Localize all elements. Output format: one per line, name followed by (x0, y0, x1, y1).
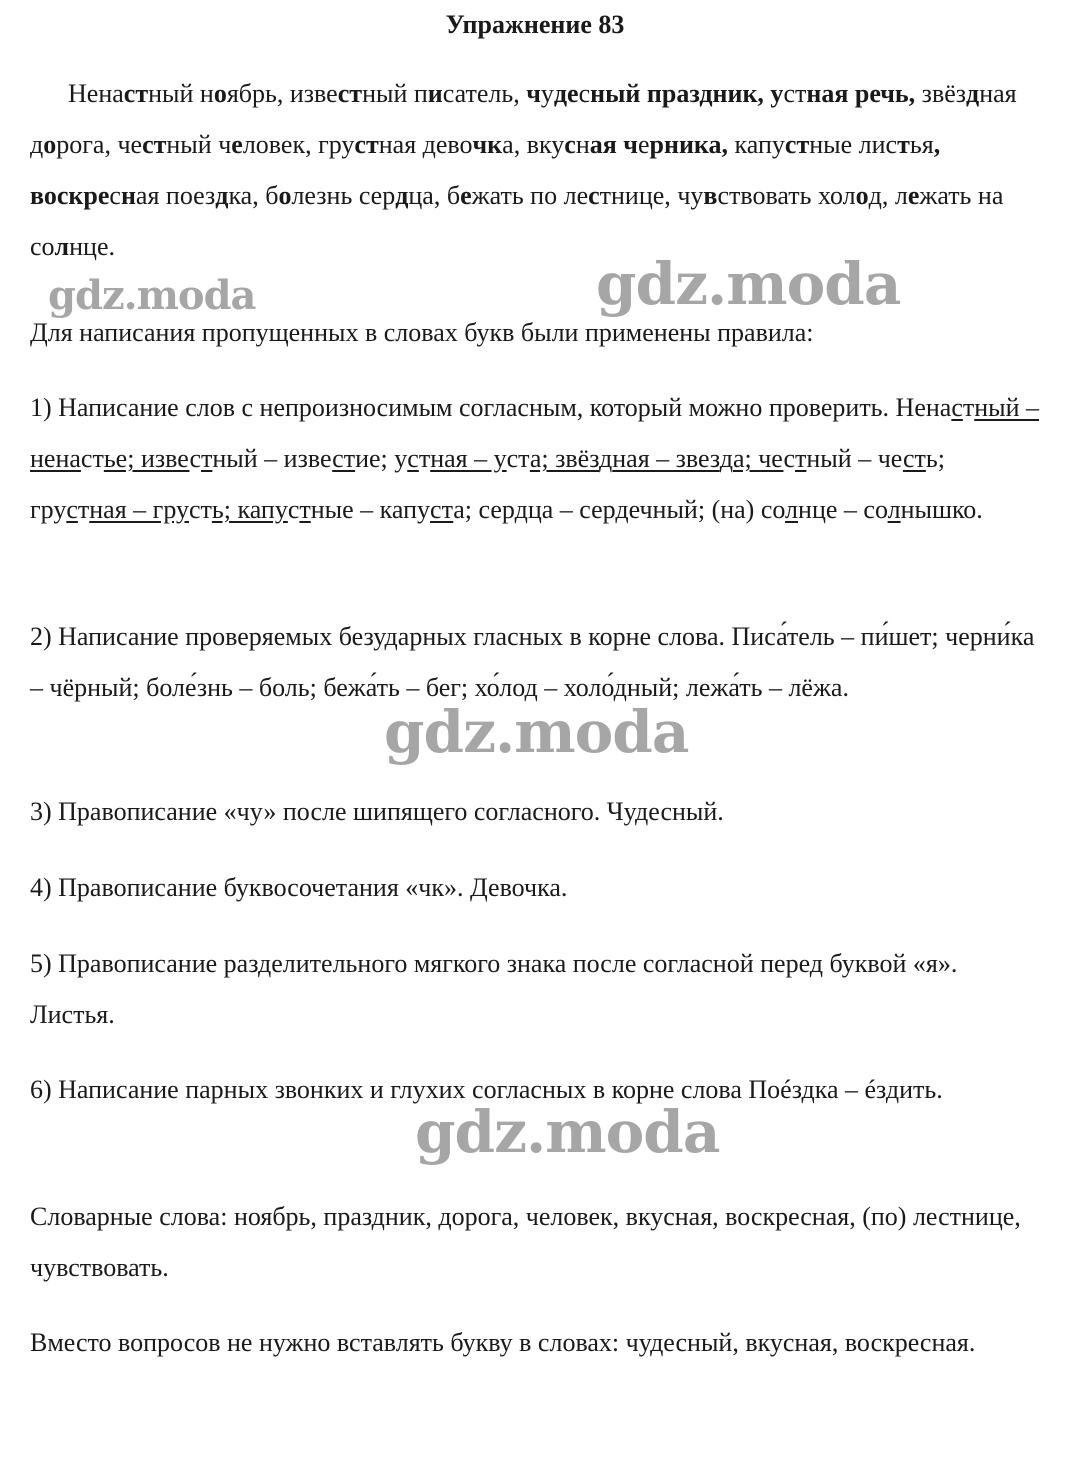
checked-letters: ст (902, 444, 926, 473)
rule-4-lead: 4) Правописание буквосочетания «чк». (30, 873, 470, 902)
rules-intro: Для написания пропущенных в словах букв были применены правила: (30, 318, 814, 347)
inserted-letter: д (966, 79, 980, 108)
rule-5-example: Листья. (30, 1000, 115, 1029)
checked-letters: л (887, 495, 901, 524)
dictionary-lead: Словарные слова: (30, 1202, 234, 1231)
checked-letters: с (66, 495, 78, 524)
dictionary-list: ноябрь, праздник, дорога, человек, вкусная, воскресная, (по) лестнице, чувствовать. (30, 1202, 1021, 1282)
conclusion-list: чудесный, вкусная, воскресная. (625, 1328, 976, 1357)
checked-letters: л (785, 495, 799, 524)
rule-5 (30, 938, 1040, 1040)
rule-1-lead: 1) Написание слов с непроизносимым согласным, который можно проверить. (30, 393, 890, 422)
checked-letters: т (201, 444, 213, 473)
inserted-letter: с (123, 79, 136, 108)
watermark-logo: gdz.moda (48, 272, 256, 319)
rule-2: 2) Написание проверяемых безударных гласных в корне слова. Писа́тель – пи́шет; черни́ка – чёрный; боле́знь – боль; бежа́ть – бег; хо́лод – холо́дный; лежа́ть – лёжа. (30, 622, 1035, 702)
inserted-letter: о (213, 79, 227, 108)
inserted-letter: о (43, 130, 57, 159)
checked-letters: с (407, 444, 419, 473)
rule-6-lead: 6) Написание парных звонких и глухих согласных в корне слова (30, 1075, 749, 1104)
inserted-letter: с (142, 130, 154, 159)
rule-3-lead: 3) Правописание «чу» после шипящего согласного. (30, 797, 607, 826)
intro-phrases (30, 68, 1040, 272)
conclusion (30, 1317, 1040, 1368)
rule-5-lead: 5) Правописание разделительного мягкого знака после согласной перед буквой «я». (30, 949, 958, 978)
inserted-letter: де (553, 79, 579, 108)
inserted-letter: рника, (649, 130, 729, 159)
inserted-letter: ный праздник, у (590, 79, 784, 108)
intro-text: Ненастный ноябрь, известный писатель, чудесный праздник, устная речь, звёздная дорога, честный человек, грустная девочка, вкусная черника, капустные листья, воскресная поездка, болезнь сердца, бежать по лестнице, чувствовать холод, лежать на солнце. (30, 79, 1017, 261)
inserted-letter: с (564, 130, 576, 159)
checked-letters: д (514, 495, 528, 524)
inserted-letter: ная речь, (806, 79, 916, 108)
checked-letters: с (951, 393, 963, 422)
inserted-letter: д (215, 181, 229, 210)
conclusion-lead: Вместо вопросов не нужно вставлять букву в словах: (30, 1328, 626, 1357)
inserted-letter: л (54, 232, 70, 261)
inserted-letter: ая ч (589, 130, 638, 159)
inserted-letter: о (855, 181, 869, 210)
inserted-letter: в (703, 181, 718, 210)
watermark-logo: gdz.moda (596, 250, 901, 318)
inserted-letter: т (135, 79, 149, 108)
inserted-letter: н (120, 181, 136, 210)
checked-letters: а; звёз (529, 444, 599, 473)
inserted-letter: , воскре (30, 130, 941, 210)
inserted-letter: с (588, 181, 600, 210)
inserted-letter: е (460, 181, 472, 210)
rule-3-example: Чудесный. (606, 797, 724, 826)
inserted-letter: т (897, 130, 910, 159)
rule-1 (30, 382, 1040, 535)
dictionary-words (30, 1191, 1040, 1293)
checked-letters: т (299, 495, 311, 524)
checked-letters: ная – у (430, 444, 507, 473)
inserted-letter: о (278, 181, 292, 210)
inserted-letter: д (395, 181, 409, 210)
exercise-title: Упражнение 83 (445, 10, 625, 39)
rule-4-example: Девочка. (469, 873, 568, 902)
checked-letters: ный – нена (30, 393, 1040, 473)
inserted-letter: ч (526, 79, 541, 108)
inserted-letter: е (907, 181, 920, 210)
inserted-letter: е (231, 130, 243, 159)
rule-6-example: Поéздка – éздить. (748, 1075, 943, 1104)
checked-letters: ная – звез (612, 444, 720, 473)
inserted-letter: т (349, 79, 363, 108)
watermark-logo: gdz.moda (415, 1098, 720, 1166)
checked-letters: т (795, 444, 807, 473)
checked-letters: ная – гру (89, 495, 189, 524)
checked-letters: а; че (732, 444, 784, 473)
checked-letters: ст (332, 444, 356, 473)
inserted-letter: с (337, 79, 350, 108)
checked-letters: ст (430, 495, 454, 524)
inserted-letter: с (784, 130, 797, 159)
checked-letters: ье; изве (103, 444, 190, 473)
rule-1-examples: Ненастный – ненастье; известный – известие; устная – уста; звёздная – звезда; честный – честь; грустная – грусть; капустные – капуста; сердца – сердечный; (на) солнце – солнышко. (30, 393, 1040, 524)
inserted-letter: с (354, 130, 366, 159)
inserted-letter: т (153, 130, 167, 159)
watermark-logo: gdz.moda (384, 698, 689, 766)
inserted-letter: т (365, 130, 379, 159)
inserted-letter: чк (472, 130, 503, 159)
rule-3 (30, 786, 1040, 837)
checked-letters: д (615, 495, 629, 524)
rule-4 (30, 862, 1040, 913)
inserted-letter: т (796, 130, 810, 159)
inserted-letter: и (427, 79, 443, 108)
checked-letters: ь; капу (211, 495, 288, 524)
